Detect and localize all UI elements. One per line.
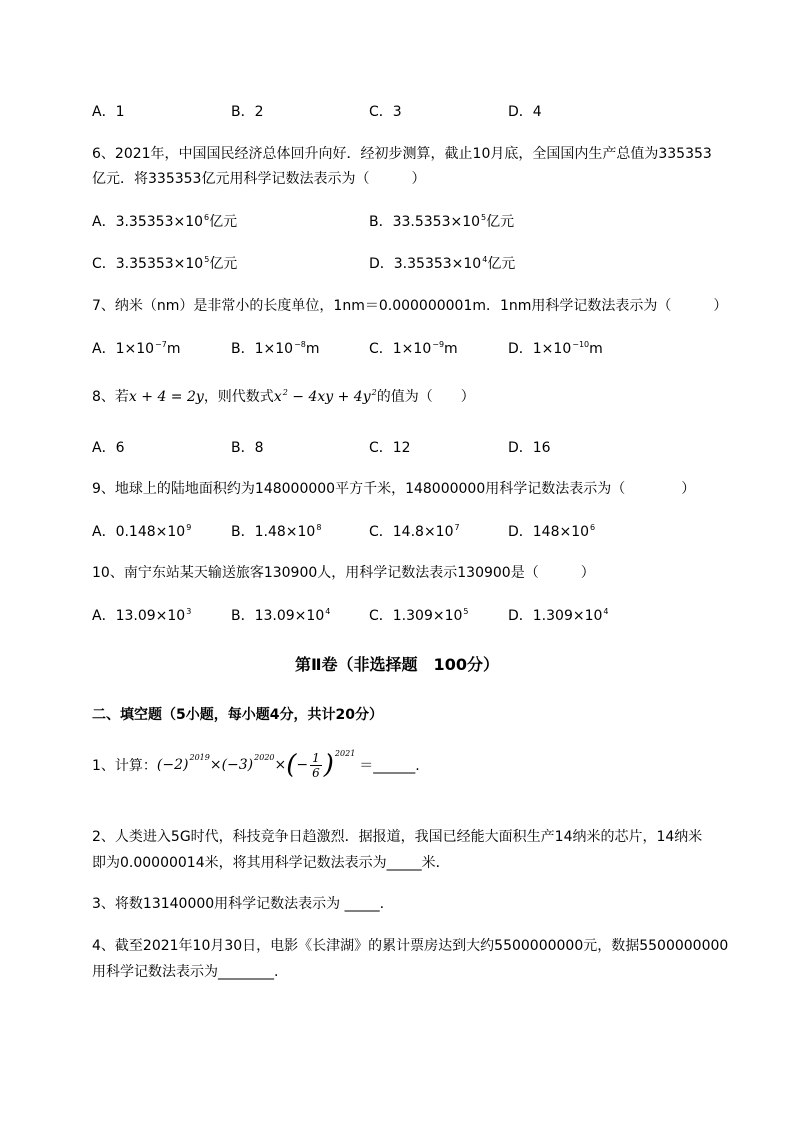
q9-option-d: D．$148\times 10^6$ <box>508 523 596 540</box>
fraction: $\frac{1}{6}$ <box>312 750 320 780</box>
q10-option-a: A．$13.09\times 10^3$ <box>92 607 192 624</box>
fill4-stem-line2: 用科学记数法表示为________. <box>92 964 279 980</box>
q10-option-c: C．$1.309\times 10^5$ <box>369 607 469 624</box>
q8-option-d: D．16 <box>508 440 551 456</box>
q7-option-a: A．$1\times 10^{-7}m$ <box>92 340 181 357</box>
q9-stem: 9、地球上的陆地面积约为148000000平方千米，148000000用科学记数法表示为（ ） <box>92 481 696 497</box>
q6-option-c: C．$3.35353\times 10^5$亿元 <box>92 255 238 272</box>
q7-option-b: B．$1\times 10^{-8}m$ <box>231 340 320 357</box>
q5-option-a: A．1 <box>92 104 125 120</box>
fill4-stem-line1: 4、截至2021年10月30日，电影《长津湖》的累计票房达到大约5500000000元，数据5500000000 <box>92 938 729 954</box>
q8-option-c: C．12 <box>369 440 411 456</box>
fill2-stem-line1: 2、人类进入5G时代，科技竞争日趋激烈．据报道，我国已经能大面积生产14纳米的芯片，14纳米 <box>92 829 703 845</box>
q10-stem: 10、南宁东站某天输送旅客130900人，用科学记数法表示130900是（ ） <box>92 565 595 581</box>
q9-option-c: C．$14.8\times 10^7$ <box>369 523 460 540</box>
fill3-stem: 3、将数13140000用科学记数法表示为 _____. <box>92 896 385 912</box>
section-header: 二、填空题（5小题，每小题4分，共计20分） <box>92 707 383 723</box>
q10-option-b: B．$13.09\times 10^4$ <box>231 607 331 624</box>
q7-option-d: D．$1\times 10^{-10}m$ <box>508 340 603 357</box>
fill2-stem-line2: 即为0.00000014米，将其用科学记数法表示为_____米． <box>92 855 450 871</box>
q9-option-b: B．$1.48\times 10^8$ <box>231 523 322 540</box>
q8-option-a: A．6 <box>92 440 125 456</box>
q9-option-a: A．$0.148\times 10^9$ <box>92 523 192 540</box>
q7-option-c: C．$1\times 10^{-9}m$ <box>369 340 458 357</box>
fill1-expression: (−2) 2019 ×(−3) 2020 × ( − $\frac{1}{6}$ ) 2021 <box>156 748 356 780</box>
q8-stem: 8、若x + 4 = 2y，则代数式$x^2 - 4xy + 4y^2$的值为（ ） <box>92 388 475 405</box>
q10-option-d: D．$1.309\times 10^4$ <box>508 607 609 624</box>
q6-option-a: A．$3.35353\times 10^6$亿元 <box>92 213 238 230</box>
q8-expression: $x^2 - 4xy + 4y^2$ <box>273 388 377 405</box>
q6-stem-line1: 6、2021年，中国国民经济总体回升向好．经初步测算，截止10月底，全国国内生产总值为335353 <box>92 146 712 162</box>
q5-option-d: D．4 <box>508 104 542 120</box>
q8-option-b: B．8 <box>231 440 264 456</box>
section-title: 第Ⅱ卷（非选择题 100分） <box>295 655 499 674</box>
q6-option-d: D．$3.35353\times 10^4$亿元 <box>369 255 516 272</box>
q7-stem: 7、纳米（nm）是非常小的长度单位，1nm＝0.000000001m．1nm用科学记数法表示为（ ） <box>92 298 728 314</box>
q5-option-c: C．3 <box>369 104 402 120</box>
fill1-stem: 1、计算： (−2) 2019 ×(−3) 2020 × ( − $\frac{1}{6}$ ) 2021 ＝______. <box>92 748 420 780</box>
q5-option-b: B．2 <box>231 104 264 120</box>
q6-option-b: B．$33.5353\times 10^5$亿元 <box>369 213 515 230</box>
q8-condition: x + 4 = 2y <box>128 389 204 405</box>
q6-stem-line2: 亿元．将335353亿元用科学记数法表示为（ ） <box>92 171 426 187</box>
